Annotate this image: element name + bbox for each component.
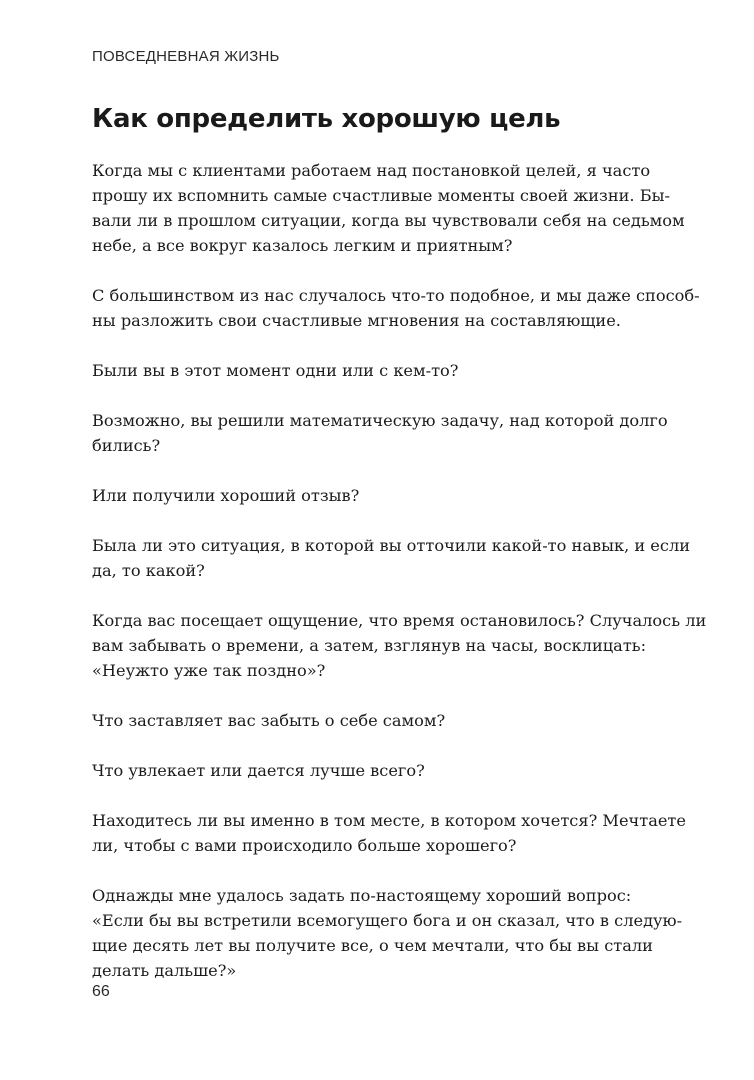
text-line: бились?	[92, 436, 161, 455]
text-line: вали ли в прошлом ситуации, когда вы чувствовали себя на седьмом	[92, 211, 685, 230]
chapter-title: Как определить хорошую цель	[92, 104, 561, 134]
text-line: вам забывать о времени, а затем, взглянув на часы, восклицать:	[92, 636, 647, 655]
text-line: «Если бы вы встретили всемогущего бога и он сказал, что в следую-	[92, 911, 683, 930]
text-line: делать дальше?»	[92, 961, 237, 980]
text-line: Когда мы с клиентами работаем над постановкой целей, я часто	[92, 161, 651, 180]
paragraph	[92, 608, 707, 683]
paragraph	[92, 533, 691, 583]
text-line: Возможно, вы решили математическую задачу, над которой долго	[92, 411, 668, 430]
body-text	[92, 158, 707, 1008]
paragraph	[92, 483, 672, 508]
paragraph	[92, 808, 686, 858]
text-line: ли, чтобы с вами происходило больше хорошего?	[92, 836, 517, 855]
text-line: Или получили хороший отзыв?	[92, 486, 360, 505]
page-number: 66	[92, 983, 110, 1000]
running-header: ПОВСЕДНЕВНАЯ ЖИЗНЬ	[92, 48, 280, 65]
text-line: небе, а все вокруг казалось легким и приятным?	[92, 236, 513, 255]
paragraph	[92, 758, 672, 783]
text-line: прошу их вспомнить самые счастливые моменты своей жизни. Бы-	[92, 186, 670, 205]
paragraph	[92, 408, 672, 458]
text-line: ны разложить свои счастливые мгновения на составляющие.	[92, 311, 621, 330]
paragraph	[92, 158, 685, 258]
text-line: «Неужто уже так поздно»?	[92, 661, 326, 680]
paragraph	[92, 883, 683, 983]
text-line: Что заставляет вас забыть о себе самом?	[92, 711, 446, 730]
text-line: Однажды мне удалось задать по-настоящему хороший вопрос:	[92, 886, 632, 905]
text-line: Когда вас посещает ощущение, что время остановилось? Случалось ли	[92, 611, 707, 630]
text-line: Была ли это ситуация, в которой вы отточили какой-то навык, и если	[92, 536, 691, 555]
text-line: да, то какой?	[92, 561, 205, 580]
text-line: Находитесь ли вы именно в том месте, в котором хочется? Мечтаете	[92, 811, 686, 830]
text-line: С большинством из нас случалось что-то подобное, и мы даже способ-	[92, 286, 700, 305]
paragraph	[92, 708, 672, 733]
paragraph	[92, 283, 700, 333]
text-line: Были вы в этот момент одни или с кем-то?	[92, 361, 459, 380]
paragraph	[92, 358, 672, 383]
text-line: Что увлекает или дается лучше всего?	[92, 761, 425, 780]
text-line: щие десять лет вы получите все, о чем мечтали, что бы вы стали	[92, 936, 653, 955]
